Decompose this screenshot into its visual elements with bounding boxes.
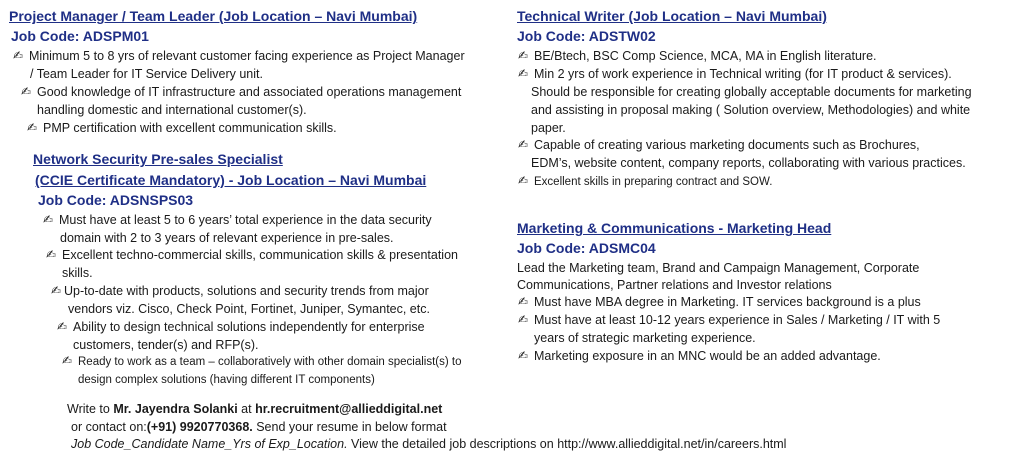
marketing-bullet-2: ✍ Must have at least 10-12 years experience in Sales / Marketing / IT with 5 years of strategic marketing experience. <box>517 312 941 345</box>
network-bullet-2: ✍ Excellent techno-commercial skills, communication skills & presentation skills. <box>45 247 458 280</box>
footer-format-line <box>71 435 786 453</box>
writing-hand-icon: ✍ <box>517 173 529 188</box>
network-title-line-2: (CCIE Certificate Mandatory) - Job Location – Navi Mumbai <box>35 172 427 188</box>
marketing-bullet-3: ✍ Marketing exposure in an MNC would be an added advantage. <box>517 348 881 363</box>
writing-hand-icon: ✍ <box>56 319 68 334</box>
marketing-job-code: Job Code: ADSMC04 <box>517 240 656 256</box>
writer-title: Technical Writer (Job Location – Navi Mumbai) <box>517 8 827 24</box>
pm-bullet-2: ✍ Good knowledge of IT infrastructure and associated operations management handling domestic and international customer(s). <box>20 84 462 117</box>
network-bullet-5: ✍ Ready to work as a team – collaboratively with other domain specialist(s) to design complex solutions (having different IT components) <box>61 353 462 386</box>
network-bullet-3: ✍ Up-to-date with products, solutions and security trends from major vendors viz. Cisco, Check Point, Fortinet, Juniper, Symantec, etc. <box>50 283 430 316</box>
footer-contact-line: or contact on:(+91) 9920770368. Send your resume in below format <box>71 420 447 434</box>
writing-hand-icon: ✍ <box>42 212 54 227</box>
network-bullet-1: ✍ Must have at least 5 to 6 years’ total experience in the data security domain with 2 to 3 years of relevant experience in pre-sales. <box>42 212 432 245</box>
writing-hand-icon: ✍ <box>61 353 73 368</box>
writing-hand-icon: ✍ <box>26 120 38 135</box>
writing-hand-icon: ✍ <box>517 312 529 327</box>
careers-link-text: View the detailed job descriptions on http://www.allieddigital.net/in/careers.html <box>347 437 787 451</box>
pm-title: Project Manager / Team Leader (Job Location – Navi Mumbai) <box>9 8 418 24</box>
marketing-bullet-1: ✍ Must have MBA degree in Marketing. IT services background is a plus <box>517 294 921 309</box>
writer-job-code: Job Code: ADSTW02 <box>517 28 656 44</box>
network-title-line-1: Network Security Pre-sales Specialist <box>33 151 283 167</box>
pm-job-code: Job Code: ADSPM01 <box>11 28 149 44</box>
pm-bullet-1: ✍ Minimum 5 to 8 yrs of relevant customer facing experience as Project Manager / Team Leader for IT Service Delivery unit. <box>12 48 465 81</box>
writing-hand-icon: ✍ <box>517 294 529 309</box>
writer-bullet-2: ✍ Min 2 yrs of work experience in Technical writing (for IT product & services). Should be responsible for creating globally acceptable documents for marketing and assisting in proposal making ( Solution overview, Methodologies) and white paper. <box>517 66 972 135</box>
writing-hand-icon: ✍ <box>517 66 529 81</box>
contact-phone: (+91) 9920770368. <box>146 420 253 434</box>
writing-hand-icon: ✍ <box>517 348 529 363</box>
writing-hand-icon: ✍ <box>50 283 62 298</box>
writer-bullet-4: ✍ Excellent skills in preparing contract and SOW. <box>517 173 773 188</box>
marketing-intro-line-1: Lead the Marketing team, Brand and Campaign Management, Corporate <box>517 261 920 275</box>
writer-bullet-1: ✍ BE/Btech, BSC Comp Science, MCA, MA in English literature. <box>517 48 877 63</box>
pm-bullet-3: ✍ PMP certification with excellent communication skills. <box>26 120 337 135</box>
resume-format: Job Code_Candidate Name_Yrs of Exp_Location. <box>71 437 348 451</box>
writing-hand-icon: ✍ <box>517 137 529 152</box>
marketing-intro-line-2: Communications, Partner relations and Investor relations <box>517 278 832 292</box>
network-bullet-4: ✍ Ability to design technical solutions independently for enterprise customers, tender(s) and RFP(s). <box>56 319 425 352</box>
writing-hand-icon: ✍ <box>45 247 57 262</box>
footer-write-to-line: Write to Mr. Jayendra Solanki at hr.recruitment@allieddigital.net <box>67 402 443 416</box>
writer-bullet-3: ✍ Capable of creating various marketing documents such as Brochures, EDM’s, website content, company reports, collaborating with various practices. <box>517 137 966 170</box>
recruitment-email: hr.recruitment@allieddigital.net <box>255 402 443 416</box>
writing-hand-icon: ✍ <box>20 84 32 99</box>
marketing-title: Marketing & Communications - Marketing Head <box>517 220 832 236</box>
writing-hand-icon: ✍ <box>12 48 24 63</box>
network-job-code: Job Code: ADSNSPS03 <box>38 192 194 208</box>
writing-hand-icon: ✍ <box>517 48 529 63</box>
